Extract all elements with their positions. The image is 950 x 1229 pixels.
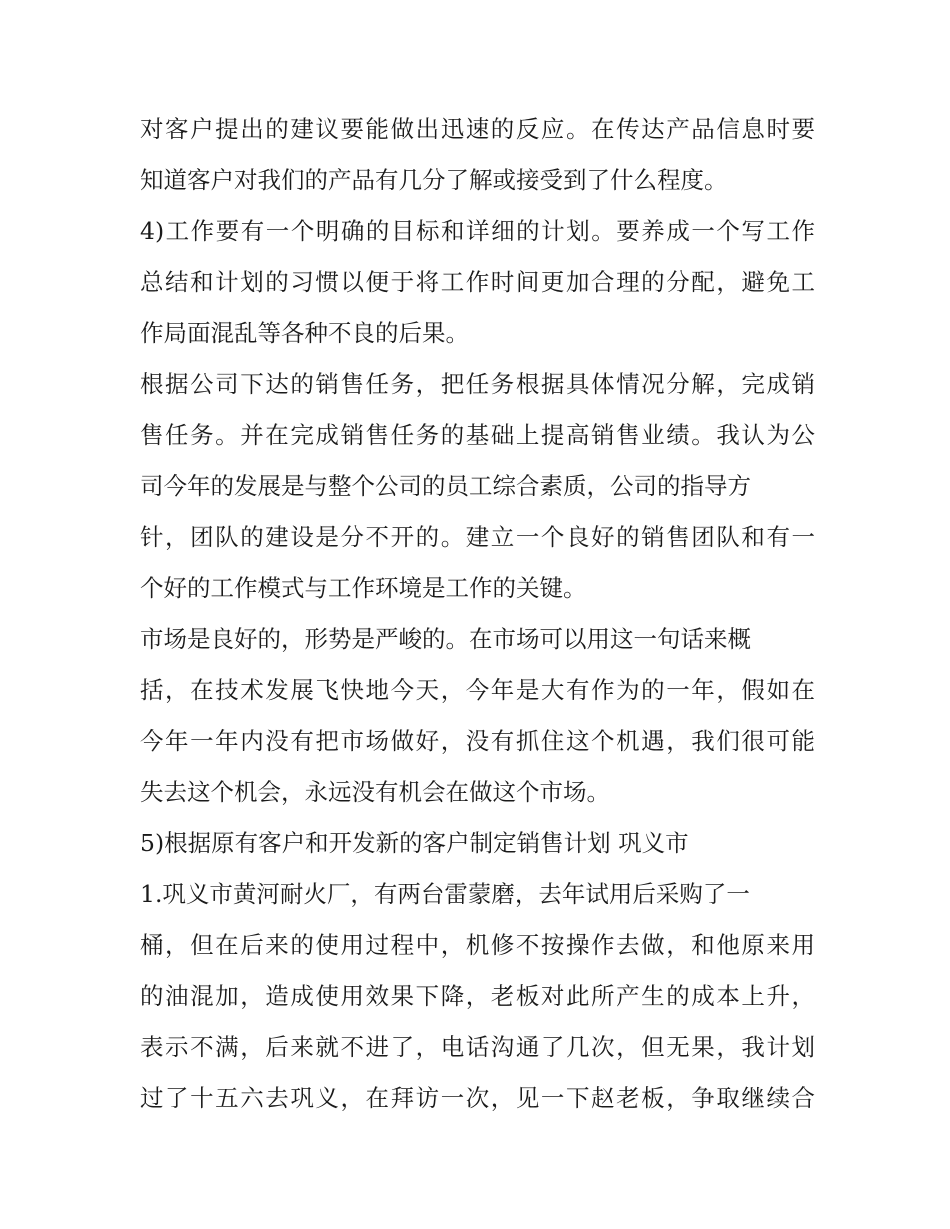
text-line-12: 括，在技术发展飞快地今天，今年是大有作为的一年，假如在 bbox=[140, 676, 815, 704]
text-line-19: 表示不满，后来就不进了，电话沟通了几次，但无果，我计划 bbox=[140, 1033, 815, 1061]
text-line-14: 失去这个机会，永远没有机会在做这个市场。 bbox=[140, 778, 610, 806]
text-line-17: 桶，但在后来的使用过程中，机修不按操作去做，和他原来用 bbox=[140, 931, 815, 959]
text-line-11: 市场是良好的，形势是严峻的。在市场可以用这一句话来概 bbox=[140, 625, 751, 653]
text-line-5: 作局面混乱等各种不良的后果。 bbox=[140, 319, 469, 347]
text-line-3: 4)工作要有一个明确的目标和详细的计划。要养成一个写工作 bbox=[140, 217, 815, 245]
text-line-20: 过了十五六去巩义，在拜访一次，见一下赵老板，争取继续合 bbox=[140, 1084, 815, 1112]
document-body bbox=[140, 104, 815, 1124]
text-line-8: 司今年的发展是与整个公司的员工综合素质，公司的指导方 bbox=[140, 472, 751, 500]
text-line-18: 的油混加，造成使用效果下降，老板对此所产生的成本上升， bbox=[140, 982, 815, 1010]
text-line-15: 5)根据原有客户和开发新的客户制定销售计划 巩义市 bbox=[140, 829, 689, 857]
text-line-1: 对客户提出的建议要能做出迅速的反应。在传达产品信息时要 bbox=[140, 115, 815, 143]
text-line-2: 知道客户对我们的产品有几分了解或接受到了什么程度。 bbox=[140, 166, 728, 194]
text-line-7: 售任务。并在完成销售任务的基础上提高销售业绩。我认为公 bbox=[140, 421, 815, 449]
text-line-4: 总结和计划的习惯以便于将工作时间更加合理的分配，避免工 bbox=[140, 268, 815, 296]
text-line-16: 1.巩义市黄河耐火厂，有两台雷蒙磨，去年试用后采购了一 bbox=[140, 880, 750, 908]
text-line-6: 根据公司下达的销售任务，把任务根据具体情况分解，完成销 bbox=[140, 370, 815, 398]
text-line-9: 针，团队的建设是分不开的。建立一个良好的销售团队和有一 bbox=[140, 523, 815, 551]
text-line-10: 个好的工作模式与工作环境是工作的关键。 bbox=[140, 574, 587, 602]
text-line-13: 今年一年内没有把市场做好，没有抓住这个机遇，我们很可能 bbox=[140, 727, 815, 755]
